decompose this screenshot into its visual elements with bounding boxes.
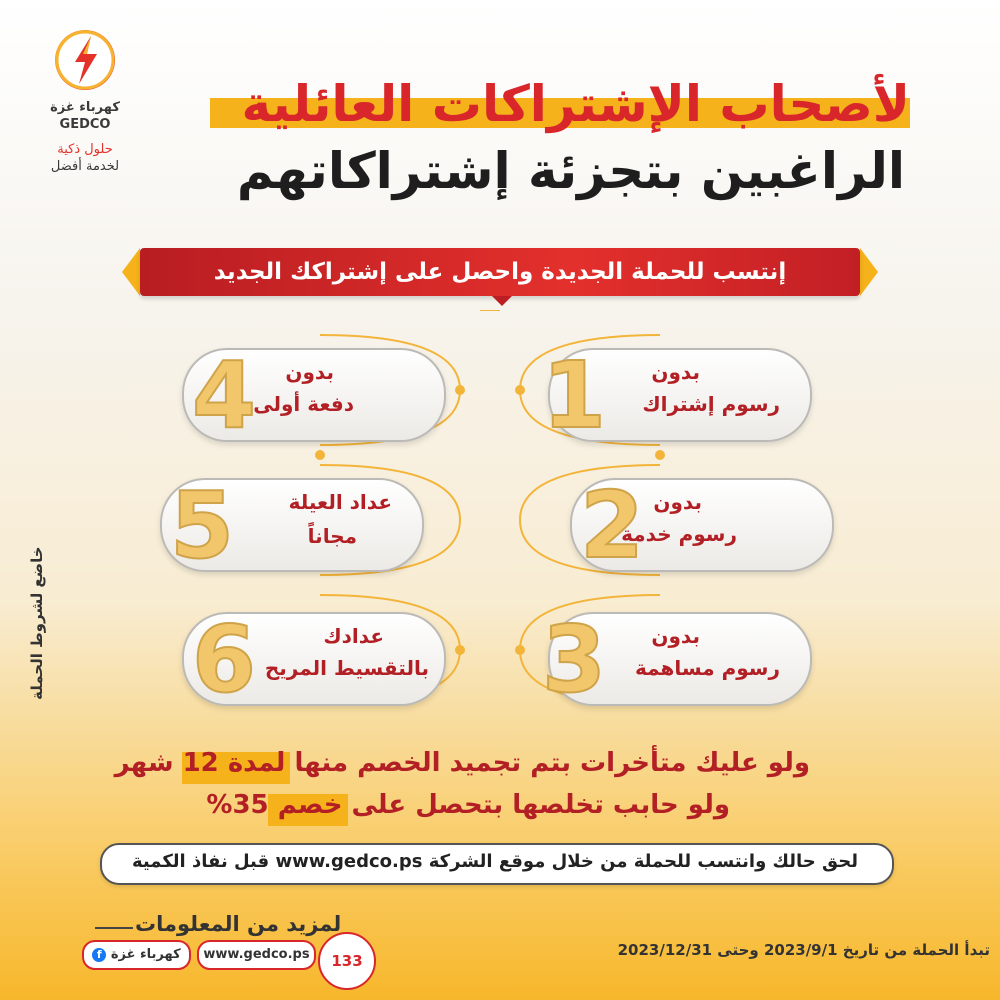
title-line-1: لأصحاب الإشتراكات العائلية [241,75,910,133]
banner-left-tab [122,248,140,296]
card-number: 5 [170,472,235,579]
benefit-card-1 [542,342,812,449]
card-line-1: بدون [653,490,702,514]
more-info-line [95,927,133,929]
logo-slogan-2: لخدمة أفضل [50,159,120,174]
card-line-1: عدادك [323,624,384,648]
card-line-2: مجاناً [307,524,357,548]
cta-text: لحق حالك وانتسب للحملة من خلال موقع الشركة www.gedco.ps قبل نفاذ الكمية [132,851,858,872]
card-line-1: بدون [285,360,334,384]
card-line-1: عداد العيلة [288,490,392,514]
phone-number: 133 [331,952,363,970]
card-number: 6 [192,606,257,713]
lightning-bolt-logo-icon [55,30,115,90]
card-line-2: رسوم إشتراك [642,392,780,416]
gedco-logo [40,30,130,230]
facebook-link[interactable] [82,940,191,970]
campaign-date: تبدأ الحملة من تاريخ 2023/9/1 وحتى 2023/12/31 [617,941,990,959]
offer-line-1: ولو عليك متأخرات بتم تجميد الخصم منها لمدة 12 شهر [114,748,810,778]
benefit-card-6 [182,606,446,713]
card-line-2: بالتقسيط المريح [264,656,429,680]
website-text: www.gedco.ps [203,947,310,962]
title-line-2: الراغبين بتجزئة إشتراكاتهم [236,142,905,200]
card-number: 4 [192,342,257,449]
facebook-text: كهرباء غزة [110,947,181,962]
card-line-2: رسوم مساهمة [635,656,780,680]
more-info-label: لمزيد من المعلومات [135,912,342,936]
benefit-card-4 [182,342,446,449]
benefit-card-3 [542,606,812,713]
banner-right-tab [860,248,878,296]
banner-pointer-icon [492,296,512,306]
card-line-2: رسوم خدمة [621,522,737,546]
offer-line-2: ولو حابب تخلصها بتحصل على خصم 35% [206,790,730,820]
card-line-2: دفعة أولى [253,392,354,416]
card-line-1: بدون [651,360,700,384]
facebook-icon: f [92,948,106,962]
card-number: 2 [580,472,645,579]
phone-hotline[interactable] [318,932,376,990]
logo-name-en: GEDCO [59,117,111,132]
logo-name-ar: كهرباء غزة [50,100,120,115]
side-note-text: خاضع لشروط الحملة [28,546,46,700]
benefit-card-2 [570,472,834,579]
logo-slogan-1: حلول ذكية [57,142,113,157]
card-line-1: بدون [651,624,700,648]
card-number: 1 [542,342,607,449]
benefit-card-5 [160,472,424,579]
card-number: 3 [542,606,607,713]
side-note [26,485,46,705]
website-link[interactable] [197,940,316,970]
banner-text: إنتسب للحملة الجديدة واحصل على إشتراكك الجديد [213,259,787,285]
